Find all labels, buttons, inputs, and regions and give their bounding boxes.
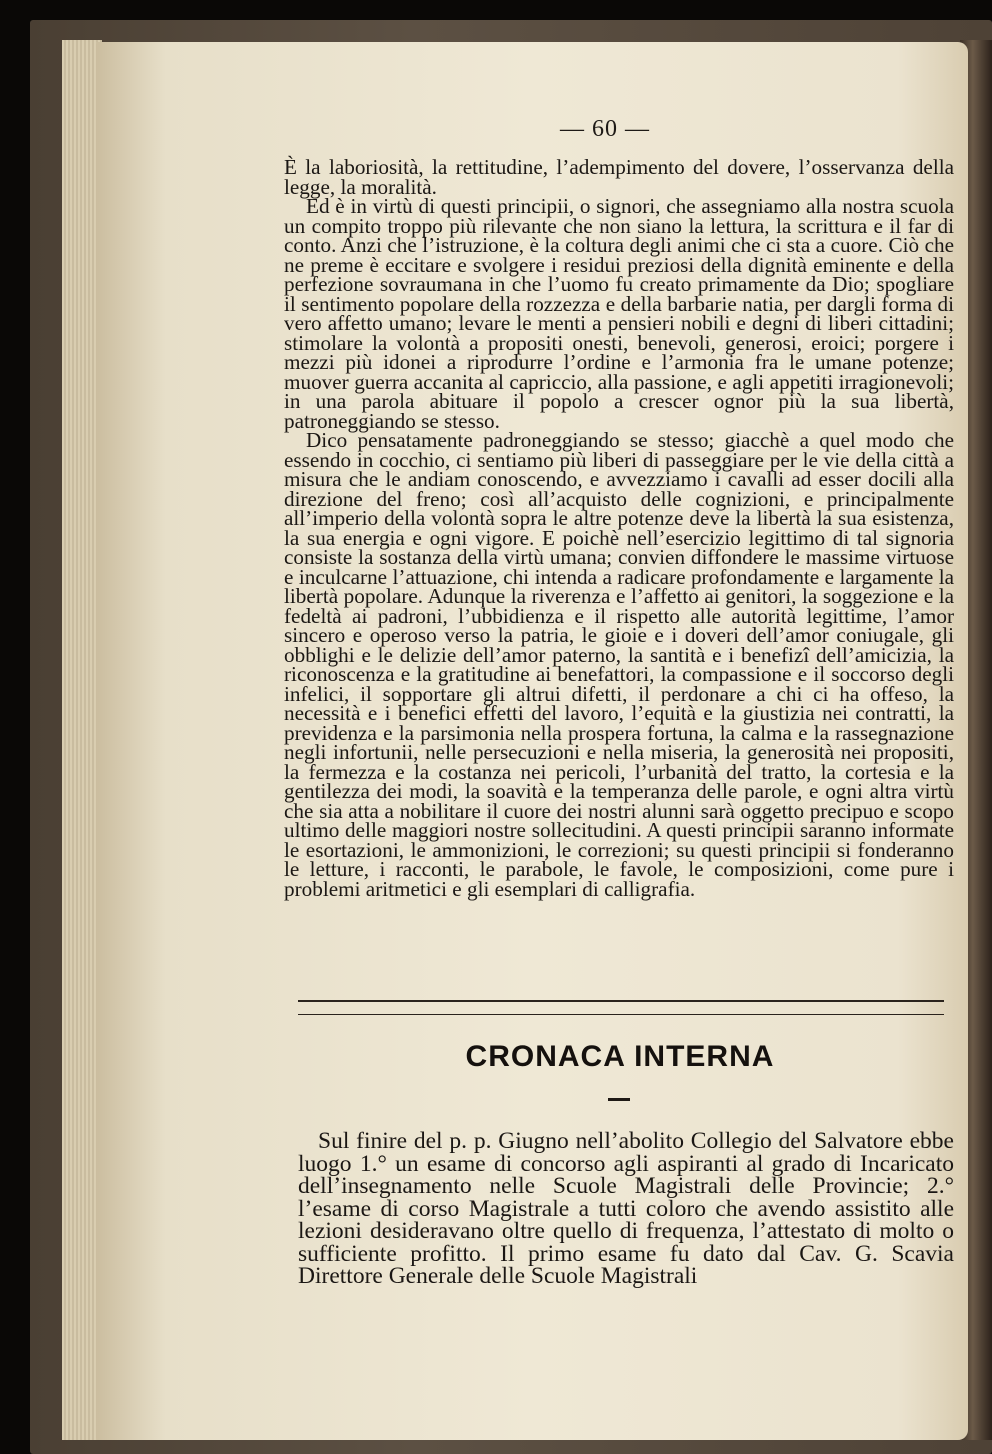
section-title: CRONACA INTERNA: [465, 1040, 775, 1073]
section-divider: [298, 1000, 944, 1002]
title-dash: [608, 1098, 630, 1101]
paragraph: Ed è in virtù di questi principii, o signori, che assegniamo alla nostra scuola un compito troppo più rilevante che non siano la lettura, la scrittura e il far di conto. Anzi che l’istruzione, è la coltura degli animi che ci sta a cuore. Ciò che ne preme è eccitare e svolgere i residui preziosi della dignità eminente e della perfezione sovraumana in che l’uomo fu creato primamente da Dio; spogliare il sentimento popolare della rozzezza e della barbarie natia, per dargli forma di vero affetto umano; levare le menti a pensieri nobili e degni di liberi cittadini; stimolare la volontà a propositi onesti, benevoli, generosi, eroici; porgere i mezzi più idonei a riprodurre l’ordine e l’armonia fra le umane potenze; muover guerra accanita al capriccio, alla passione, e agli appetiti irragionevoli; in una parola abituare il popolo a crescer ognor più la sua libertà, patroneggiando se stesso.: [284, 194, 954, 433]
page-number: — 60 —: [560, 116, 650, 142]
section-divider-thin: [298, 1014, 944, 1015]
section-paragraph: Sul finire del p. p. Giugno nell’abolito Collegio del Salvatore ebbe luogo 1.° un esame di concorso agli aspiranti al grado di Incaricato dell’insegnamento nelle Scuole Magistrali delle Provincie; 2.° l’esame di corso Magistrale a tutti coloro che avendo assistito alle lezioni desideravano oltre quello di frequenza, l’attestato di molto o sufficiente profitto. Il primo esame fu dato dal Cav. G. Scavia Direttore Generale delle Scuole Magistrali: [298, 1128, 954, 1289]
body-text: [284, 155, 954, 901]
section-text: [298, 1130, 954, 1288]
paragraph: Dico pensatamente padroneggiando se stesso; giacchè a quel modo che essendo in cocchio, ci sentiamo più liberi di passeggiare per le vie della città a misura che le andiam conoscendo, e avvezziamo i cavalli ad esser docili alla direzione del freno; così all’acquisto delle cognizioni, e principalmente all’imperio della volontà sopra le altre potenze deve la libertà la sua esistenza, la sua energia e ogni vigore. E poichè nell’esercizio legittimo di tal signoria consiste la sostanza della virtù umana; convien diffondere le massime virtuose e inculcarne l’attuazione, chi intenda a radicare profondamente e largamente la libertà popolare. Adunque la riverenza e l’affetto ai genitori, la soggezione e la fedeltà ai padroni, l’ubbidienza e il rispetto alle autorità legittime, l’amor sincero e operoso verso la patria, le gioie e i doveri dell’amor coniugale, gli obblighi e le delizie dell’amor paterno, la santità e i benefizî dell’amicizia, la riconoscenza e la gratitudine ai benefattori, la compassione e il soccorso degli infelici, il sopportare gli altrui difetti, il perdonare a chi ci ha offeso, la necessità e i benefici effetti del lavoro, l’equità e la giustizia nei contratti, la previdenza e la parsimonia nella prospera fortuna, la calma e la rassegnazione negli infortunii, nelle persecuzioni e nella miseria, la generosità nei propositi, la fermezza e la costanza nei pericoli, l’urbanità del tratto, la cortesia e la gentilezza dei modi, la soavità e la temperanza delle parole, e ogni altra virtù che sia atta a nobilitare il cuore dei nostri alunni sarà oggetto precipuo e scopo ultimo delle maggiori nostre sollecitudini. A questi principii saranno informate le esortazioni, le ammonizioni, le correzioni; su questi principii si fonderanno le letture, i racconti, le parabole, le favole, le composizioni, come pure i problemi aritmetici e gli esemplari di calligrafia.: [284, 428, 954, 901]
paragraph: È la laboriosità, la rettitudine, l’adempimento del dovere, l’osservanza della legge, la moralità.: [284, 155, 954, 199]
